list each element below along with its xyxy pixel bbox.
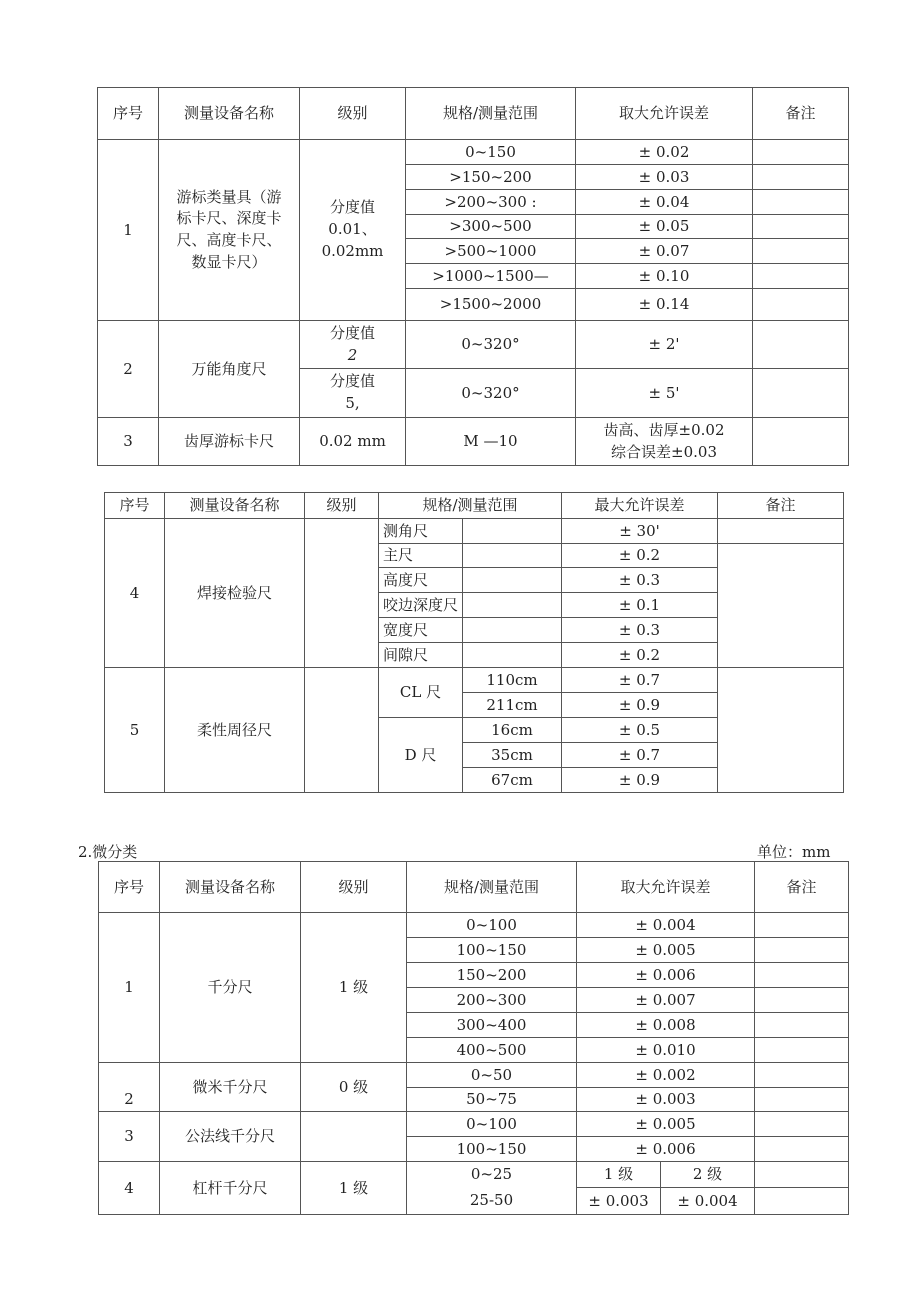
error-cell: ± 0.004 bbox=[577, 913, 755, 938]
remark-cell bbox=[755, 1112, 849, 1137]
error-cell: ± 0.006 bbox=[577, 963, 755, 988]
device-level bbox=[301, 1112, 407, 1162]
spec-cell: 0~320° bbox=[406, 369, 576, 418]
spec-cell: 100~150 bbox=[407, 938, 577, 963]
error-cell: ± 0.005 bbox=[577, 938, 755, 963]
error-cell: ± 0.7 bbox=[562, 743, 718, 768]
error-cell: ± 0.7 bbox=[562, 668, 718, 693]
remark-cell bbox=[753, 264, 849, 289]
error-cell: ± 0.05 bbox=[576, 215, 753, 239]
spec-cell: 测角尺 bbox=[379, 519, 463, 544]
row-no: 2 bbox=[99, 1063, 160, 1112]
remark-cell bbox=[755, 1137, 849, 1162]
spec-cell: 150~200 bbox=[407, 963, 577, 988]
device-name: 万能角度尺 bbox=[159, 321, 300, 418]
remark-cell bbox=[753, 140, 849, 165]
device-level: 分度值 2 bbox=[300, 321, 406, 369]
grade-cell: 1 级 bbox=[577, 1162, 661, 1188]
header-error: 最大允许误差 bbox=[562, 493, 718, 519]
device-name: 公法线千分尺 bbox=[160, 1112, 301, 1162]
error-cell: ± 0.2 bbox=[562, 544, 718, 568]
device-level: 分度值 0.01、 0.02mm bbox=[300, 140, 406, 321]
spec-cell: >1500~2000 bbox=[406, 289, 576, 321]
header-level: 级别 bbox=[300, 88, 406, 140]
remark-cell bbox=[755, 1162, 849, 1188]
spec-sub-cell bbox=[463, 544, 562, 568]
device-level: 1 级 bbox=[301, 1162, 407, 1215]
spec-sub-cell bbox=[463, 519, 562, 544]
device-level bbox=[305, 519, 379, 668]
header-name: 测量设备名称 bbox=[165, 493, 305, 519]
header-error: 取大允许误差 bbox=[576, 88, 753, 140]
device-name: 杠杆千分尺 bbox=[160, 1162, 301, 1215]
row-no: 4 bbox=[99, 1162, 160, 1215]
spec-cell: 宽度尺 bbox=[379, 618, 463, 643]
error-cell: ± 0.007 bbox=[577, 988, 755, 1013]
device-name: 柔性周径尺 bbox=[165, 668, 305, 793]
error-cell: ± 0.3 bbox=[562, 618, 718, 643]
remark-cell bbox=[755, 1088, 849, 1112]
spec-cell: 0~50 bbox=[407, 1063, 577, 1088]
table-micrometers bbox=[98, 861, 849, 1215]
header-no: 序号 bbox=[98, 88, 159, 140]
remark-cell bbox=[755, 1063, 849, 1088]
header-spec: 规格/测量范围 bbox=[407, 862, 577, 913]
remark-cell bbox=[718, 544, 844, 668]
spec-cell: 0~100 bbox=[407, 1112, 577, 1137]
d-ruler-label: D 尺 bbox=[379, 718, 463, 793]
header-no: 序号 bbox=[105, 493, 165, 519]
error-cell: ± 0.04 bbox=[576, 190, 753, 215]
row-no: 1 bbox=[99, 913, 160, 1063]
device-name: 游标类量具（游 标卡尺、深度卡 尺、高度卡尺、 数显卡尺） bbox=[159, 140, 300, 321]
remark-cell bbox=[753, 239, 849, 264]
device-level: 1 级 bbox=[301, 913, 407, 1063]
header-no: 序号 bbox=[99, 862, 160, 913]
error-cell: ± 0.02 bbox=[576, 140, 753, 165]
spec-cell: 0~150 bbox=[406, 140, 576, 165]
device-name: 焊接检验尺 bbox=[165, 519, 305, 668]
remark-cell bbox=[755, 1188, 849, 1215]
error-cell: ± 0.010 bbox=[577, 1038, 755, 1063]
spec-cell: 400~500 bbox=[407, 1038, 577, 1063]
spec-cell: 高度尺 bbox=[379, 568, 463, 593]
spec-sub-cell bbox=[463, 568, 562, 593]
remark-cell bbox=[753, 289, 849, 321]
header-remark: 备注 bbox=[718, 493, 844, 519]
spec-cell: 16cm bbox=[463, 718, 562, 743]
spec-cell: 35cm bbox=[463, 743, 562, 768]
error-cell: ± 5' bbox=[576, 369, 753, 418]
error-cell: ± 0.5 bbox=[562, 718, 718, 743]
table-gauges bbox=[104, 492, 844, 793]
spec-cell: >500~1000 bbox=[406, 239, 576, 264]
error-cell: ± 0.008 bbox=[577, 1013, 755, 1038]
header-error: 取大允许误差 bbox=[577, 862, 755, 913]
spec-sub-cell bbox=[463, 618, 562, 643]
device-name: 微米千分尺 bbox=[160, 1063, 301, 1112]
error-cell: ± 0.07 bbox=[576, 239, 753, 264]
remark-cell bbox=[718, 519, 844, 544]
spec-cell: 0~25 25-50 bbox=[407, 1162, 577, 1215]
error-cell: ± 0.10 bbox=[576, 264, 753, 289]
error-cell: ± 0.002 bbox=[577, 1063, 755, 1088]
error-cell: ± 0.14 bbox=[576, 289, 753, 321]
header-remark: 备注 bbox=[753, 88, 849, 140]
device-level bbox=[305, 668, 379, 793]
spec-sub-cell bbox=[463, 643, 562, 668]
table-calipers bbox=[97, 87, 849, 466]
header-level: 级别 bbox=[305, 493, 379, 519]
row-no: 4 bbox=[105, 519, 165, 668]
spec-cell: 300~400 bbox=[407, 1013, 577, 1038]
remark-cell bbox=[755, 1038, 849, 1063]
remark-cell bbox=[753, 369, 849, 418]
spec-cell: 67cm bbox=[463, 768, 562, 793]
error-cell: ± 0.004 bbox=[661, 1188, 755, 1215]
spec-cell: >200~300 : bbox=[406, 190, 576, 215]
spec-cell: 200~300 bbox=[407, 988, 577, 1013]
row-no: 3 bbox=[98, 418, 159, 466]
spec-cell: 50~75 bbox=[407, 1088, 577, 1112]
spec-cell: 主尺 bbox=[379, 544, 463, 568]
error-cell: ± 0.9 bbox=[562, 768, 718, 793]
device-level: 分度值 5, bbox=[300, 369, 406, 418]
error-cell: ± 0.005 bbox=[577, 1112, 755, 1137]
error-cell: ± 0.2 bbox=[562, 643, 718, 668]
remark-cell bbox=[753, 321, 849, 369]
error-cell: ± 0.003 bbox=[577, 1188, 661, 1215]
device-name: 齿厚游标卡尺 bbox=[159, 418, 300, 466]
section-title: 2.微分类 bbox=[78, 843, 138, 861]
remark-cell bbox=[753, 165, 849, 190]
spec-cell: 110cm bbox=[463, 668, 562, 693]
remark-cell bbox=[755, 988, 849, 1013]
header-name: 测量设备名称 bbox=[159, 88, 300, 140]
spec-cell: 100~150 bbox=[407, 1137, 577, 1162]
spec-cell: >1000~1500— bbox=[406, 264, 576, 289]
error-cell: ± 0.003 bbox=[577, 1088, 755, 1112]
header-remark: 备注 bbox=[755, 862, 849, 913]
cl-ruler-label: CL 尺 bbox=[379, 668, 463, 718]
unit-label: 单位：mm bbox=[757, 843, 831, 861]
remark-cell bbox=[755, 938, 849, 963]
header-level: 级别 bbox=[301, 862, 407, 913]
row-no: 3 bbox=[99, 1112, 160, 1162]
device-name: 千分尺 bbox=[160, 913, 301, 1063]
error-cell: ± 2' bbox=[576, 321, 753, 369]
row-no: 2 bbox=[98, 321, 159, 418]
spec-cell: 211cm bbox=[463, 693, 562, 718]
remark-cell bbox=[755, 963, 849, 988]
remark-cell bbox=[755, 913, 849, 938]
row-no: 5 bbox=[105, 668, 165, 793]
spec-cell: M —10 bbox=[406, 418, 576, 466]
spec-cell: 间隙尺 bbox=[379, 643, 463, 668]
spec-sub-cell bbox=[463, 593, 562, 618]
remark-cell bbox=[753, 418, 849, 466]
spec-cell: 0~100 bbox=[407, 913, 577, 938]
error-cell: ± 30' bbox=[562, 519, 718, 544]
remark-cell bbox=[753, 190, 849, 215]
error-cell: ± 0.006 bbox=[577, 1137, 755, 1162]
spec-cell: 0~320° bbox=[406, 321, 576, 369]
error-cell: ± 0.1 bbox=[562, 593, 718, 618]
header-spec: 规格/测量范围 bbox=[379, 493, 562, 519]
remark-cell bbox=[718, 668, 844, 793]
row-no: 1 bbox=[98, 140, 159, 321]
spec-cell: 咬边深度尺 bbox=[379, 593, 463, 618]
header-name: 测量设备名称 bbox=[160, 862, 301, 913]
device-level: 0 级 bbox=[301, 1063, 407, 1112]
spec-cell: >150~200 bbox=[406, 165, 576, 190]
remark-cell bbox=[755, 1013, 849, 1038]
error-cell: ± 0.03 bbox=[576, 165, 753, 190]
error-cell: ± 0.9 bbox=[562, 693, 718, 718]
remark-cell bbox=[753, 215, 849, 239]
header-spec: 规格/测量范围 bbox=[406, 88, 576, 140]
grade-cell: 2 级 bbox=[661, 1162, 755, 1188]
spec-cell: >300~500 bbox=[406, 215, 576, 239]
error-cell: 齿高、齿厚±0.02 综合误差±0.03 bbox=[576, 418, 753, 466]
device-level: 0.02 mm bbox=[300, 418, 406, 466]
error-cell: ± 0.3 bbox=[562, 568, 718, 593]
